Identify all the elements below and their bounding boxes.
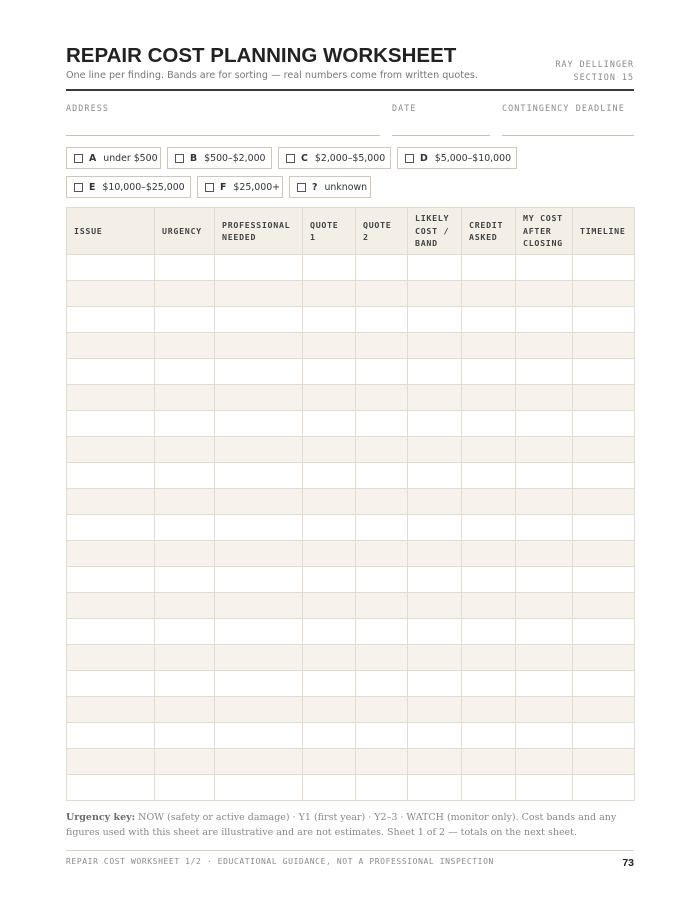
table-cell[interactable] — [155, 255, 215, 281]
table-row — [67, 619, 635, 645]
table-cell[interactable] — [408, 515, 462, 541]
table-row — [67, 671, 635, 697]
column-header: PROFESSIONAL NEEDED — [215, 208, 303, 255]
table-cell[interactable] — [462, 619, 516, 645]
table-cell[interactable] — [67, 463, 155, 489]
table-cell[interactable] — [67, 359, 155, 385]
table-cell[interactable] — [516, 255, 573, 281]
column-header: TIMELINE — [573, 208, 635, 255]
table-cell[interactable] — [516, 619, 573, 645]
table-cell[interactable] — [356, 255, 408, 281]
table-cell[interactable] — [155, 593, 215, 619]
footer-text: REPAIR COST WORKSHEET 1/2 · EDUCATIONAL GUIDANCE, NOT A PROFESSIONAL INSPECTION — [66, 857, 494, 866]
table-cell[interactable] — [408, 645, 462, 671]
table-cell[interactable] — [408, 411, 462, 437]
table-cell[interactable] — [356, 359, 408, 385]
table-cell[interactable] — [573, 463, 635, 489]
table-row — [67, 437, 635, 463]
table-cell[interactable] — [516, 463, 573, 489]
table-cell[interactable] — [303, 749, 356, 775]
table-cell[interactable] — [303, 411, 356, 437]
table-cell[interactable] — [462, 307, 516, 333]
table-cell[interactable] — [215, 619, 303, 645]
table-row — [67, 411, 635, 437]
band-label: $25,000+ — [233, 181, 281, 193]
table-cell[interactable] — [67, 515, 155, 541]
table-cell[interactable] — [462, 697, 516, 723]
table-cell[interactable] — [356, 619, 408, 645]
table-cell[interactable] — [573, 645, 635, 671]
table-cell[interactable] — [67, 307, 155, 333]
table-cell[interactable] — [356, 411, 408, 437]
table-cell[interactable] — [303, 255, 356, 281]
table-cell[interactable] — [462, 671, 516, 697]
table-cell[interactable] — [462, 255, 516, 281]
table-cell[interactable] — [573, 255, 635, 281]
table-cell[interactable] — [215, 749, 303, 775]
table-cell[interactable] — [573, 411, 635, 437]
table-cell[interactable] — [215, 359, 303, 385]
urgency-key-lead: Urgency key: — [66, 812, 136, 823]
band-label: $2,000–$5,000 — [314, 152, 386, 164]
table-cell[interactable] — [155, 645, 215, 671]
band-option-a[interactable] — [66, 147, 161, 169]
column-header: QUOTE 2 — [356, 208, 408, 255]
address-field[interactable] — [66, 135, 380, 136]
table-cell[interactable] — [303, 619, 356, 645]
table-cell[interactable] — [356, 515, 408, 541]
table-cell[interactable] — [303, 567, 356, 593]
table-cell[interactable] — [516, 593, 573, 619]
table-cell[interactable] — [215, 437, 303, 463]
band-label: unknown — [324, 181, 368, 193]
band-code: E — [89, 181, 96, 193]
table-cell[interactable] — [356, 593, 408, 619]
table-cell[interactable] — [462, 463, 516, 489]
table-cell[interactable] — [356, 489, 408, 515]
table-row — [67, 749, 635, 775]
column-header: ISSUE — [67, 208, 155, 255]
table-cell[interactable] — [215, 645, 303, 671]
table-cell[interactable] — [215, 463, 303, 489]
table-cell[interactable] — [303, 775, 356, 801]
table-cell[interactable] — [408, 671, 462, 697]
table-cell[interactable] — [67, 723, 155, 749]
table-cell[interactable] — [215, 671, 303, 697]
checkbox-icon[interactable] — [175, 154, 184, 163]
table-cell[interactable] — [67, 697, 155, 723]
band-code: D — [420, 152, 428, 164]
table-cell[interactable] — [356, 723, 408, 749]
header-rule — [66, 89, 634, 91]
table-row — [67, 593, 635, 619]
table-cell[interactable] — [155, 463, 215, 489]
table-cell[interactable] — [303, 359, 356, 385]
table-cell[interactable] — [303, 281, 356, 307]
table-row — [67, 723, 635, 749]
table-cell[interactable] — [215, 411, 303, 437]
table-cell[interactable] — [462, 749, 516, 775]
column-header: CREDIT ASKED — [462, 208, 516, 255]
table-cell[interactable] — [462, 645, 516, 671]
address-label: ADDRESS — [66, 103, 109, 113]
table-cell[interactable] — [155, 567, 215, 593]
table-cell[interactable] — [516, 307, 573, 333]
table-cell[interactable] — [155, 281, 215, 307]
table-cell[interactable] — [573, 775, 635, 801]
table-cell[interactable] — [462, 567, 516, 593]
checkbox-icon[interactable] — [74, 154, 83, 163]
table-cell[interactable] — [303, 489, 356, 515]
table-cell[interactable] — [462, 385, 516, 411]
table-cell[interactable] — [462, 411, 516, 437]
table-header-row — [67, 208, 635, 255]
table-cell[interactable] — [408, 359, 462, 385]
column-header: MY COST AFTER CLOSING — [516, 208, 573, 255]
table-cell[interactable] — [408, 489, 462, 515]
table-cell[interactable] — [215, 567, 303, 593]
band-option-c[interactable] — [278, 147, 391, 169]
deadline-field[interactable] — [502, 135, 634, 136]
checkbox-icon[interactable] — [286, 154, 295, 163]
band-label: $5,000–$10,000 — [434, 152, 512, 164]
checkbox-icon[interactable] — [297, 183, 306, 192]
table-cell[interactable] — [356, 463, 408, 489]
table-cell[interactable] — [67, 489, 155, 515]
table-cell[interactable] — [462, 281, 516, 307]
table-cell[interactable] — [67, 281, 155, 307]
band-option-b[interactable] — [167, 147, 272, 169]
table-row — [67, 385, 635, 411]
table-row — [67, 775, 635, 801]
table-cell[interactable] — [155, 437, 215, 463]
table-cell[interactable] — [516, 515, 573, 541]
table-cell[interactable] — [67, 619, 155, 645]
table-cell[interactable] — [155, 359, 215, 385]
table-body — [67, 255, 635, 801]
table-cell[interactable] — [462, 515, 516, 541]
table-cell[interactable] — [303, 463, 356, 489]
table-row — [67, 255, 635, 281]
table-cell[interactable] — [303, 515, 356, 541]
repair-cost-table — [66, 207, 635, 801]
author-name: RAY DELLINGER — [555, 59, 634, 69]
table-cell[interactable] — [408, 697, 462, 723]
table-cell[interactable] — [573, 671, 635, 697]
band-option-d[interactable] — [397, 147, 517, 169]
table-cell[interactable] — [155, 489, 215, 515]
urgency-key-note — [66, 810, 634, 840]
table-cell[interactable] — [67, 333, 155, 359]
checkbox-icon[interactable] — [405, 154, 414, 163]
band-label: $10,000–$25,000 — [102, 181, 185, 193]
table-cell[interactable] — [67, 775, 155, 801]
band-option-unknown[interactable] — [289, 176, 371, 198]
table-cell[interactable] — [516, 333, 573, 359]
table-cell[interactable] — [573, 359, 635, 385]
table-cell[interactable] — [573, 723, 635, 749]
table-cell[interactable] — [408, 437, 462, 463]
table-cell[interactable] — [356, 749, 408, 775]
table-cell[interactable] — [67, 541, 155, 567]
table-row — [67, 541, 635, 567]
table-cell[interactable] — [215, 333, 303, 359]
table-cell[interactable] — [573, 515, 635, 541]
table-cell[interactable] — [408, 723, 462, 749]
table-cell[interactable] — [67, 411, 155, 437]
table-cell[interactable] — [516, 723, 573, 749]
table-cell[interactable] — [573, 489, 635, 515]
table-cell[interactable] — [67, 749, 155, 775]
table-cell[interactable] — [356, 645, 408, 671]
table-cell[interactable] — [573, 333, 635, 359]
band-option-f[interactable] — [197, 176, 283, 198]
table-cell[interactable] — [408, 775, 462, 801]
table-cell[interactable] — [215, 489, 303, 515]
table-cell[interactable] — [462, 775, 516, 801]
table-cell[interactable] — [573, 281, 635, 307]
table-cell[interactable] — [215, 515, 303, 541]
band-code: B — [190, 152, 198, 164]
band-code: A — [89, 152, 97, 164]
table-cell[interactable] — [573, 541, 635, 567]
table-cell[interactable] — [303, 385, 356, 411]
table-cell[interactable] — [155, 723, 215, 749]
table-cell[interactable] — [67, 385, 155, 411]
table-cell[interactable] — [408, 307, 462, 333]
table-row — [67, 281, 635, 307]
table-cell[interactable] — [155, 333, 215, 359]
table-cell[interactable] — [408, 541, 462, 567]
table-cell[interactable] — [155, 775, 215, 801]
table-cell[interactable] — [303, 333, 356, 359]
table-cell[interactable] — [303, 697, 356, 723]
table-row — [67, 359, 635, 385]
table-row — [67, 463, 635, 489]
page-title: REPAIR COST PLANNING WORKSHEET — [66, 44, 457, 67]
table-cell[interactable] — [67, 567, 155, 593]
table-cell[interactable] — [215, 255, 303, 281]
table-row — [67, 489, 635, 515]
table-cell[interactable] — [67, 645, 155, 671]
column-header: LIKELY COST / BAND — [408, 208, 462, 255]
band-label: $500–$2,000 — [204, 152, 266, 164]
table-cell[interactable] — [516, 411, 573, 437]
footer-rule — [66, 850, 634, 851]
column-header: URGENCY — [155, 208, 215, 255]
table-cell[interactable] — [356, 775, 408, 801]
table-cell[interactable] — [356, 697, 408, 723]
table-cell[interactable] — [356, 385, 408, 411]
table-cell[interactable] — [516, 385, 573, 411]
section-label: SECTION 15 — [573, 72, 634, 82]
table-cell[interactable] — [215, 307, 303, 333]
table-cell[interactable] — [462, 333, 516, 359]
table-cell[interactable] — [67, 671, 155, 697]
table-row — [67, 333, 635, 359]
table-cell[interactable] — [408, 333, 462, 359]
table-cell[interactable] — [155, 671, 215, 697]
table-cell[interactable] — [155, 619, 215, 645]
table-cell[interactable] — [356, 671, 408, 697]
checkbox-icon[interactable] — [74, 183, 83, 192]
table-cell[interactable] — [462, 437, 516, 463]
table-cell[interactable] — [155, 541, 215, 567]
table-cell[interactable] — [356, 437, 408, 463]
page-subtitle: One line per finding. Bands are for sorting — real numbers come from written quotes. — [66, 70, 478, 81]
table-cell[interactable] — [516, 671, 573, 697]
table-cell[interactable] — [303, 723, 356, 749]
table-cell[interactable] — [462, 593, 516, 619]
table-cell[interactable] — [462, 489, 516, 515]
table-cell[interactable] — [573, 697, 635, 723]
band-code: ? — [312, 181, 318, 193]
table-cell[interactable] — [516, 489, 573, 515]
band-code: F — [220, 181, 227, 193]
table-cell[interactable] — [215, 775, 303, 801]
table-cell[interactable] — [516, 281, 573, 307]
table-cell[interactable] — [408, 749, 462, 775]
table-cell[interactable] — [303, 307, 356, 333]
table-cell[interactable] — [356, 307, 408, 333]
table-cell[interactable] — [155, 307, 215, 333]
table-cell[interactable] — [462, 541, 516, 567]
checkbox-icon[interactable] — [205, 183, 214, 192]
table-cell[interactable] — [356, 281, 408, 307]
table-cell[interactable] — [408, 281, 462, 307]
table-cell[interactable] — [462, 723, 516, 749]
table-cell[interactable] — [303, 541, 356, 567]
table-cell[interactable] — [215, 541, 303, 567]
table-cell[interactable] — [303, 593, 356, 619]
table-cell[interactable] — [215, 723, 303, 749]
table-cell[interactable] — [516, 775, 573, 801]
table-cell[interactable] — [303, 437, 356, 463]
table-cell[interactable] — [573, 567, 635, 593]
table-cell[interactable] — [573, 307, 635, 333]
table-row — [67, 515, 635, 541]
table-cell[interactable] — [155, 515, 215, 541]
table-cell[interactable] — [155, 749, 215, 775]
column-header: QUOTE 1 — [303, 208, 356, 255]
table-cell[interactable] — [516, 541, 573, 567]
urgency-key-text: NOW (safety or active damage) · Y1 (first year) · Y2–3 · WATCH (monitor only). Cost bands and any figures used with this sheet are illustrative and are not estimates. Sheet 1 of 2 — totals on the next sheet. — [66, 812, 617, 838]
table-cell[interactable] — [215, 385, 303, 411]
table-row — [67, 645, 635, 671]
table-cell[interactable] — [516, 437, 573, 463]
table-cell[interactable] — [67, 255, 155, 281]
table-row — [67, 697, 635, 723]
table-cell[interactable] — [573, 385, 635, 411]
table-cell[interactable] — [356, 333, 408, 359]
table-cell[interactable] — [516, 645, 573, 671]
table-cell[interactable] — [408, 593, 462, 619]
band-code: C — [301, 152, 308, 164]
table-cell[interactable] — [67, 437, 155, 463]
table-cell[interactable] — [516, 697, 573, 723]
table-cell[interactable] — [215, 697, 303, 723]
date-label: DATE — [392, 103, 417, 113]
table-cell[interactable] — [67, 593, 155, 619]
deadline-label: CONTINGENCY DEADLINE — [502, 103, 625, 113]
table-cell[interactable] — [516, 359, 573, 385]
table-cell[interactable] — [408, 255, 462, 281]
table-cell[interactable] — [573, 437, 635, 463]
table-cell[interactable] — [573, 749, 635, 775]
table-cell[interactable] — [573, 619, 635, 645]
table-cell[interactable] — [408, 567, 462, 593]
band-option-e[interactable] — [66, 176, 191, 198]
table-cell[interactable] — [573, 593, 635, 619]
table-cell[interactable] — [408, 385, 462, 411]
table-cell[interactable] — [155, 411, 215, 437]
table-cell[interactable] — [408, 619, 462, 645]
table-cell[interactable] — [155, 385, 215, 411]
table-cell[interactable] — [303, 645, 356, 671]
table-cell[interactable] — [215, 593, 303, 619]
page-number: 73 — [622, 857, 634, 869]
table-cell[interactable] — [516, 749, 573, 775]
table-cell[interactable] — [303, 671, 356, 697]
table-cell[interactable] — [408, 463, 462, 489]
table-cell[interactable] — [155, 697, 215, 723]
table-row — [67, 567, 635, 593]
table-cell[interactable] — [356, 567, 408, 593]
table-cell[interactable] — [516, 567, 573, 593]
table-cell[interactable] — [215, 281, 303, 307]
table-cell[interactable] — [462, 359, 516, 385]
table-row — [67, 307, 635, 333]
band-label: under $500 — [103, 152, 158, 164]
table-cell[interactable] — [356, 541, 408, 567]
date-field[interactable] — [392, 135, 490, 136]
